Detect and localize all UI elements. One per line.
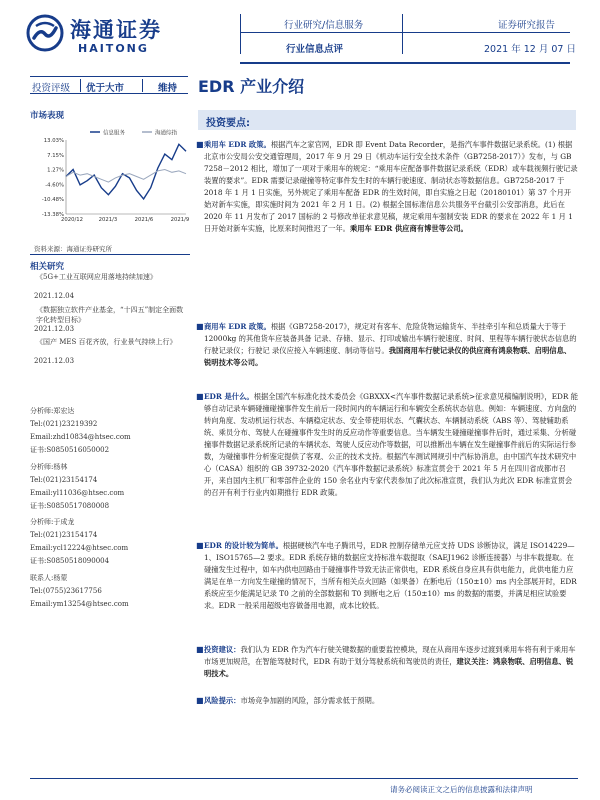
rating-divider [142,79,143,92]
legend-label: 海通综指 [155,130,178,137]
haitong-logo [26,12,176,60]
analyst-email[interactable]: Email:ym13254@htsec.com [30,600,129,608]
bullet-icon: ■ [196,140,204,149]
analyst-email[interactable]: Email:yl11036@htsec.com [30,489,125,497]
legend-label: 信息服务 [103,130,126,137]
header-rule [240,32,570,33]
analyst-block [30,516,128,568]
paragraph-commercial-edr [196,321,578,369]
analyst-name: 分析师:郑宏达 [30,407,75,415]
paragraph-investment-advice [196,644,578,680]
analyst-tel: Tel:(021)23154174 [30,531,98,539]
logo-chinese: 海通证券 [70,17,162,42]
key-points-heading: 投资要点: [206,118,250,129]
paragraph-lead: 风险提示： [204,696,241,705]
analyst-cert: 证书:S0850516050002 [30,446,110,454]
header-rule-bottom [240,62,570,64]
analyst-cert: 证书:S0850518090004 [30,557,110,565]
report-category: 行业研究/信息服务 [284,20,364,31]
related-report-date: 2021.12.04 [34,292,75,300]
haitong-logo-icon [26,14,64,52]
market-heading: 市场表现 [30,111,65,121]
report-label: 证券研究报告 [498,20,556,31]
y-tick-label: 1.27% [47,167,64,174]
x-tick-label: 2021/6 [134,217,154,223]
analyst-block [30,461,124,513]
rating-label: 投资评级 [32,83,71,94]
bullet-icon: ■ [196,541,204,550]
series-line [66,144,186,199]
analyst-tel: Tel:(021)23154174 [30,476,98,484]
key-points-bar [198,110,576,130]
analyst-name: 分析师:于成龙 [30,518,75,526]
investment-rating [30,76,188,94]
footer-disclaimer: 请务必阅读正文之后的信息披露和法律声明 [390,785,533,794]
x-tick-label: 2021/3 [98,217,118,223]
logo-english: HAITONG [78,42,149,55]
analyst-name: 联系人:杨蒙 [30,574,68,582]
paragraph-lead: 商用车 EDR 政策。 [204,322,271,331]
analyst-email[interactable]: Email:ycl12224@htsec.com [30,544,129,552]
bullet-icon: ■ [196,392,204,401]
paragraph-text: 我们认为 EDR 作为汽车行驶关键数据的重要监控模块，现在从商用车逐步过渡到乘用车将有利于乘用车市场更加规范，在智能驾驶时代，EDR 有助于划分驾驶系统和驾驶员的责任， [204,645,576,666]
paragraph-edr-design [196,540,578,612]
header-divider [240,14,241,54]
related-report-date: 2021.12.03 [34,357,75,365]
rating-divider [80,79,81,92]
header-divider [402,14,403,54]
y-tick-label: -13.38% [41,212,64,218]
bullet-icon: ■ [196,322,204,331]
paragraph-what-is-edr [196,391,579,499]
market-performance-chart [30,126,190,226]
chart-source: 资料来源：海通证券研究所 [34,245,112,253]
paragraph-text: 根据硬核汽车电子腾讯号，EDR 控制存储单元应支持 UDS 诊断协议，满足 ISO14229—1、ISO15765—2 要求。EDR 系统存储的数据应支持标准车载提取（SAEJ1962 诊断连接器）与非车载提取。在碰撞发生过程中，如车内供电回路由于碰撞事件导致无法正常供电，EDR 系统自身应具有供电能力，此供电能力应满足在单一方向发生碰撞的情况下，当所有相关点火回路（如果备）在断电后（150±10）ms 内全部展开时，EDR 系统应至少能满足记录 T0 之前的全部数据和 T0 到断电之后（150±10）ms 的数据的需要，并满足相应试验要求。EDR 一般采用超级电容做备用电源，成本比较低。 [204,541,577,610]
paragraph-lead: EDR 是什么。 [204,392,254,401]
paragraph-text: 根据《GB7258-2017》，规定对有客车、危险货物运输货车、半挂牵引车和总质量大于等于 12000kg 的其他货车应装备具备 记录、存储、显示、打印或输出车辆行驶速度、时间、里程等车辆行驶状态信息的行驶记录仪；行驶记 录仪应接入车辆速度、制动等信号。 [204,322,577,355]
analyst-block [30,405,131,457]
paragraph-conclusion: 建议关注：鸿泉物联、启明信息、锐明技术。 [204,657,574,678]
analyst-cert: 证书:S0850517080008 [30,502,110,510]
y-tick-label: 7.15% [47,152,64,159]
section-rule [30,254,190,255]
analyst-name: 分析师:杨林 [30,463,68,471]
report-date: 2021 年 12 月 07 日 [484,44,576,55]
paragraph-lead: 投资建议： [204,645,241,654]
bullet-icon: ■ [196,696,204,705]
paragraph-conclusion: 我国商用车行驶记录仪的供应商有鸿泉物联、启明信息、锐明技术等公司。 [204,346,572,367]
paragraph-conclusion: 乘用车 EDR 供应商有博世等公司。 [349,224,468,233]
analyst-block [30,572,129,611]
paragraph-risk [196,695,578,707]
analyst-email[interactable]: Email:zhd10834@htsec.com [30,433,131,441]
x-tick-label: 2021/9 [170,217,190,223]
y-tick-label: -10.48% [41,197,64,204]
y-tick-label: -4.60% [45,182,64,189]
rating-value: 优于大市 [86,83,125,94]
paragraph-text: 根据全国汽车标准化技术委员会《GBXXX<汽车事件数据记录系统>征求意见稿编制说明》，EDR 能够自动记录车辆碰撞碰撞事件发生前后一段时间内的车辆运行和车辆安全系统状态信息。例如：车辆速度、方向盘的转向角度、发动机运行状态、车辆稳定状态、安全带使用状态、气囊状态、车辆制动系统（ABS 等）、驾驶辅助系统、乘员分布、驾驶人在碰撞事件发生时的反应动作等重要信息。当车辆发生碰撞碰撞事件后时，通过采集、分析碰撞事件数据记录系统所记录的车辆状态、驾驶人反应动作等数据，可以推断出车辆在发生碰撞事件前后的实际运行参数，为碰撞事件分析鉴定提供了客观、公正的技术支持。根据汽车测试网规引中汽标协消息，由中国汽车技术研究中心（CASA）组织的 GB 39732-2020《汽车事件数据记录系统》标准宣贯会于 2021 年 5 月在四川省成都市召开，来自国内主机厂和零部件企业的 150 余名业内专家代表参加了此次标准宣贯，我们认为此次 EDR 标准宣贯会的召开有利于行业内如期推行 EDR 政策。 [204,392,579,497]
related-report-title[interactable]: 《国产 MES 百花齐放，行业景气持续上行》 [36,338,177,346]
related-report-date: 2021.12.03 [34,325,75,333]
related-report-title[interactable]: 《数据独立软件产业基金，“十四五”制定全面数字化转型目标》 [36,306,184,324]
y-tick-label: 13.03% [43,138,64,144]
analyst-tel: Tel:(0755)23617756 [30,587,102,595]
analyst-tel: Tel:(021)23219392 [30,420,98,428]
related-report-title[interactable]: 《5G+工业互联网应用落地持续加速》 [36,273,157,281]
page-title: EDR 产业介绍 [198,77,305,96]
paragraph-lead: EDR 的设计较为简单。 [204,541,283,550]
x-tick-label: 2020/12 [60,217,84,223]
paragraph-lead: 乘用车 EDR 政策。 [204,140,271,149]
paragraph-text: 市场竞争加剧的风险，部分需求低于预期。 [240,696,380,705]
rating-action: 维持 [158,83,178,94]
bullet-icon: ■ [196,645,204,654]
paragraph-text: 根据汽车之家官网，EDR 即 Event Data Recorder，是指汽车事件数据记录系统。(1) 根据北京市公安局公安交通管理局，2017 年 9 月 29 日《机动车运行安全技术条件（GB7258-2017）》发布，与 GB 7258－2012 相比，增加了一项对于乘用车的规定：“乘用车应配备事件数据记录系统（EDR）或车载视频行驶记录装置的要求”。EDR 需要记录碰撞等特定事件发生时的车辆行驶速度、制动状态等数据信息。GB7258-2017 于 2018 年 1 月 1 日实施，另外规定了乘用车配备 EDR 的生效时间，即自实施之日起（20180101）第 37 个月开始对新车实施，即实施时间为 2021 年 2 月 1 日。(2) 根据全国标准信息公共服务平台截引公安部消息，此后在 2020 年 11 月发布了 2017 国标的 2 号修改单征求意见稿，规定乘用车强制安装 EDR 的要求在 2022 年 1 月 1 日开始对新车实施，比原来时间推迟了一年。 [204,140,578,233]
report-type: 行业信息点评 [286,44,344,55]
related-heading: 相关研究 [30,262,65,272]
footer-rule [30,778,578,779]
paragraph-passenger-edr [196,139,578,235]
